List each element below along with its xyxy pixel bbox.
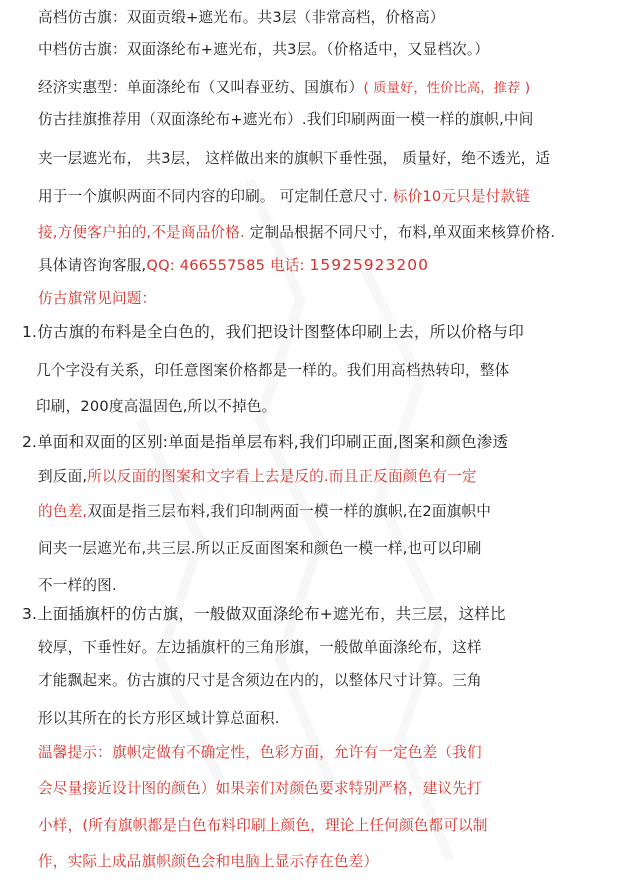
line-text: 中档仿古旗：双面涤纶布+遮光布，共3层。（价格适中，又显档次。） xyxy=(38,41,490,58)
line-text: 温馨提示：旗帜定做有不确定性，色彩方面，允许有一定色差（我们 xyxy=(38,744,482,761)
doc-line-hanging-flag xyxy=(38,110,534,130)
tip-line xyxy=(38,779,482,799)
faq-item-2 xyxy=(22,432,508,452)
line-text: 间夹一层遮光布,共三层.所以正反面图案和颜色一模一样,也可以印刷 xyxy=(38,540,482,557)
line-text: 仿古旗常见问题： xyxy=(38,290,157,307)
line-text: 如果亲们对颜色要求特别严格，建议先打 xyxy=(215,780,482,797)
doc-line xyxy=(38,149,550,169)
price-note: 标价10元只是付款链 xyxy=(392,188,531,205)
line-text: 定制品根据不同尺寸，布料,单双面来核算价格. xyxy=(244,224,556,241)
doc-line-mid-grade xyxy=(38,40,489,60)
recommend-note: ( 质量好，性价比高，推荐 ) xyxy=(363,81,531,96)
phone-number: 15925923200 xyxy=(309,256,429,274)
doc-line-economy xyxy=(38,78,530,99)
line-text: 才能飘起来。仿古旗的尺寸是含须边在内的，以整体尺寸计算。三角 xyxy=(38,672,482,689)
doc-line xyxy=(38,638,482,658)
doc-line xyxy=(36,397,276,417)
doc-line xyxy=(38,223,555,243)
line-text: 形以其所在的长方形区域计算总面积. xyxy=(38,710,280,727)
line-text: 几个字没有关系，印任意图案价格都是一样的。我们用高档热转印，整体 xyxy=(36,362,510,379)
faq-item-1 xyxy=(22,322,524,342)
qq-and-phone-label: QQ: 466557585 电话: xyxy=(146,257,310,274)
line-text: 小样，(所有旗帜都是白色布料印刷上颜色，理论上任何颜色都可以制 xyxy=(38,817,488,834)
doc-line xyxy=(38,709,280,729)
line-text: 双面是指三层布料,我们印制两面一模一样的旗帜,在2面旗帜中 xyxy=(87,503,492,520)
tip-line xyxy=(38,852,378,872)
line-text: 用于一个旗帜两面不同内容的印刷。 可定制任意尺寸. xyxy=(38,188,393,205)
doc-line xyxy=(38,502,491,522)
line-text: 1.仿古旗的布料是全白色的，我们把设计图整体印刷上去，所以价格与印 xyxy=(22,323,524,341)
doc-line xyxy=(36,361,509,381)
line-text: 到反面, xyxy=(38,468,88,485)
line-text: 不一样的图. xyxy=(38,577,117,594)
line-text: 会尽量接近设计图的颜色） xyxy=(38,780,216,797)
doc-line xyxy=(38,671,482,691)
tip-line xyxy=(38,743,482,763)
doc-line xyxy=(38,539,482,559)
doc-line-contact xyxy=(38,255,429,276)
contact-label: 具体请咨询客服, xyxy=(38,257,147,274)
tip-line xyxy=(38,816,488,836)
reverse-side-note: 所以反面的图案和文字看上去是反的.而且正反面颜色有一定 xyxy=(87,468,477,485)
line-text: 夹一层遮光布， 共3层， 这样做出来的旗帜下垂性强， 质量好，绝不透光，适 xyxy=(38,150,551,167)
doc-line xyxy=(38,576,117,596)
price-note: 接,方便客户拍的,不是商品价格. xyxy=(38,224,245,241)
line-text: 经济实惠型：单面涤纶布（又叫春亚纺、国旗布） xyxy=(38,79,364,96)
faq-heading xyxy=(38,289,156,309)
line-text: 印刷，200度高温固色,所以不掉色。 xyxy=(36,398,277,415)
color-diff-note: 的色差, xyxy=(38,503,88,520)
line-text: 3.上面插旗杆的仿古旗，一般做双面涤纶布+遮光布，共三层，这样比 xyxy=(22,605,506,623)
line-text: 2.单面和双面的区别:单面是指单层布料,我们印刷正面,图案和颜色渗透 xyxy=(22,433,509,451)
line-text: 较厚，下垂性好。左边插旗杆的三角形旗，一般做单面涤纶布，这样 xyxy=(38,639,482,656)
doc-line-high-grade xyxy=(38,8,445,28)
line-text: 作，实际上成品旗帜颜色会和电脑上显示存在色差） xyxy=(38,853,379,870)
doc-line xyxy=(38,187,530,207)
faq-item-3 xyxy=(22,604,506,624)
line-text: 高档仿古旗：双面贡缎+遮光布。共3层（非常高档，价格高） xyxy=(38,9,445,26)
line-text: 仿古挂旗推荐用（双面涤纶布+遮光布）.我们印刷两面一模一样的旗帜,中间 xyxy=(38,111,534,128)
doc-line xyxy=(38,467,477,487)
